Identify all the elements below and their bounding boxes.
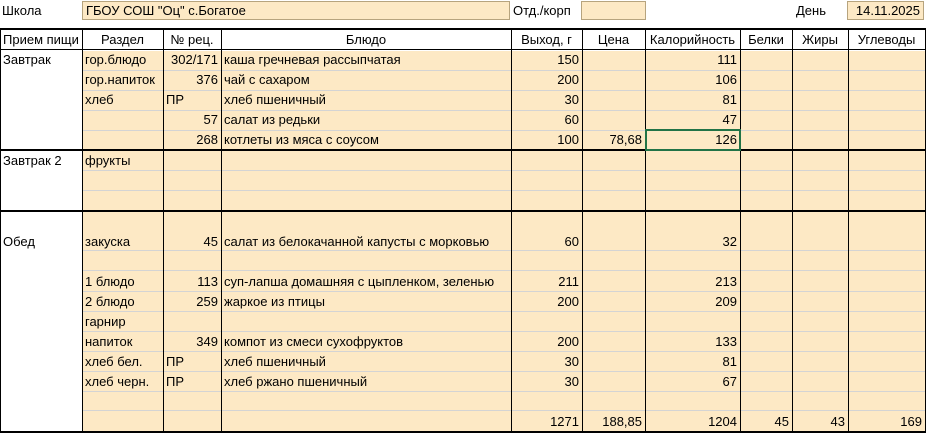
- col-header-protein: Белки: [748, 32, 784, 47]
- dish-cell[interactable]: каша гречневая рассыпчатая: [224, 52, 401, 67]
- col-header-output: Выход, г: [521, 32, 572, 47]
- recipe-cell[interactable]: ПР: [166, 374, 185, 389]
- total-protein[interactable]: 45: [774, 414, 789, 429]
- day-label: День: [796, 3, 826, 18]
- total-output[interactable]: 1271: [550, 414, 579, 429]
- recipe-cell[interactable]: ПР: [166, 92, 185, 107]
- calories-cell[interactable]: 67: [722, 374, 737, 389]
- output-cell[interactable]: 30: [564, 374, 579, 389]
- dish-cell[interactable]: чай с сахаром: [224, 72, 310, 87]
- recipe-cell[interactable]: 268: [196, 132, 218, 147]
- col-header-carbs: Углеводы: [857, 32, 916, 47]
- col-header-calories: Калорийность: [649, 32, 736, 47]
- section-cell[interactable]: гарнир: [85, 314, 126, 329]
- section-cell[interactable]: хлеб бел.: [85, 354, 143, 369]
- meal-breakfast-2: Завтрак 2: [3, 153, 62, 168]
- recipe-cell[interactable]: ПР: [166, 354, 185, 369]
- col-header-price: Цена: [597, 32, 630, 47]
- dish-cell[interactable]: салат из редьки: [224, 112, 321, 127]
- col-header-recipe: № рец.: [170, 32, 214, 47]
- dish-cell[interactable]: салат из белокачанной капусты с морковью: [224, 234, 490, 249]
- section-cell[interactable]: 2 блюдо: [85, 294, 135, 309]
- calories-cell[interactable]: 213: [715, 274, 737, 289]
- output-cell[interactable]: 30: [564, 354, 579, 369]
- recipe-cell[interactable]: 113: [197, 274, 218, 289]
- dish-cell[interactable]: хлеб пшеничный: [224, 354, 326, 369]
- section-cell[interactable]: гор.блюдо: [85, 52, 147, 67]
- section-cell[interactable]: закуска: [85, 234, 131, 249]
- date-field[interactable]: 14.11.2025: [847, 1, 924, 20]
- dish-cell[interactable]: хлеб ржано пшеничный: [224, 374, 368, 389]
- calories-cell[interactable]: 133: [715, 334, 737, 349]
- recipe-cell[interactable]: 302/171: [171, 52, 218, 67]
- section-cell[interactable]: напиток: [85, 334, 133, 349]
- calories-cell[interactable]: 126: [715, 132, 737, 147]
- calories-cell[interactable]: 111: [717, 52, 737, 67]
- section-cell[interactable]: хлеб: [85, 92, 114, 107]
- calories-cell[interactable]: 106: [715, 72, 737, 87]
- selected-cell-outline: [645, 129, 741, 151]
- total-carbs[interactable]: 169: [900, 414, 922, 429]
- recipe-cell[interactable]: 259: [196, 294, 218, 309]
- dish-cell[interactable]: хлеб пшеничный: [224, 92, 326, 107]
- price-cell[interactable]: 78,68: [609, 132, 642, 147]
- section-cell[interactable]: фрукты: [85, 153, 131, 168]
- dish-cell[interactable]: компот из смеси сухофруктов: [224, 334, 404, 349]
- recipe-cell[interactable]: 349: [196, 334, 218, 349]
- output-cell[interactable]: 60: [564, 112, 579, 127]
- dish-cell[interactable]: жаркое из птицы: [224, 294, 325, 309]
- recipe-cell[interactable]: 45: [203, 234, 218, 249]
- meal-breakfast: Завтрак: [3, 52, 51, 67]
- output-cell[interactable]: 200: [557, 294, 579, 309]
- dish-cell[interactable]: котлеты из мяса с соусом: [224, 132, 379, 147]
- department-label: Отд./корп: [513, 3, 571, 18]
- school-name-field[interactable]: ГБОУ СОШ "Оц" с.Богатое: [82, 1, 510, 20]
- output-cell[interactable]: 30: [564, 92, 579, 107]
- calories-cell[interactable]: 32: [722, 234, 737, 249]
- total-calories[interactable]: 1204: [708, 414, 737, 429]
- col-header-section: Раздел: [101, 32, 144, 47]
- calories-cell[interactable]: 209: [715, 294, 737, 309]
- section-cell[interactable]: хлеб черн.: [85, 374, 150, 389]
- col-header-dish: Блюдо: [345, 32, 387, 47]
- school-label: Школа: [2, 3, 42, 18]
- section-cell[interactable]: 1 блюдо: [85, 274, 135, 289]
- output-cell[interactable]: 100: [557, 132, 579, 147]
- output-cell[interactable]: 200: [557, 334, 579, 349]
- calories-cell[interactable]: 81: [722, 354, 737, 369]
- output-cell[interactable]: 60: [564, 234, 579, 249]
- total-price[interactable]: 188,85: [602, 414, 642, 429]
- output-cell[interactable]: 200: [557, 72, 579, 87]
- output-cell[interactable]: 150: [557, 52, 579, 67]
- section-cell[interactable]: гор.напиток: [85, 72, 155, 87]
- dish-cell[interactable]: суп-лапша домашняя с цыпленком, зеленью: [224, 274, 495, 289]
- department-field[interactable]: [581, 1, 646, 20]
- total-fat[interactable]: 43: [830, 414, 845, 429]
- recipe-cell[interactable]: 376: [196, 72, 218, 87]
- col-header-meal: Прием пищи: [3, 32, 79, 47]
- meal-lunch: Обед: [3, 234, 35, 249]
- output-cell[interactable]: 211: [558, 274, 579, 289]
- col-header-fat: Жиры: [802, 32, 838, 47]
- calories-cell[interactable]: 47: [722, 112, 737, 127]
- recipe-cell[interactable]: 57: [203, 112, 218, 127]
- calories-cell[interactable]: 81: [722, 92, 737, 107]
